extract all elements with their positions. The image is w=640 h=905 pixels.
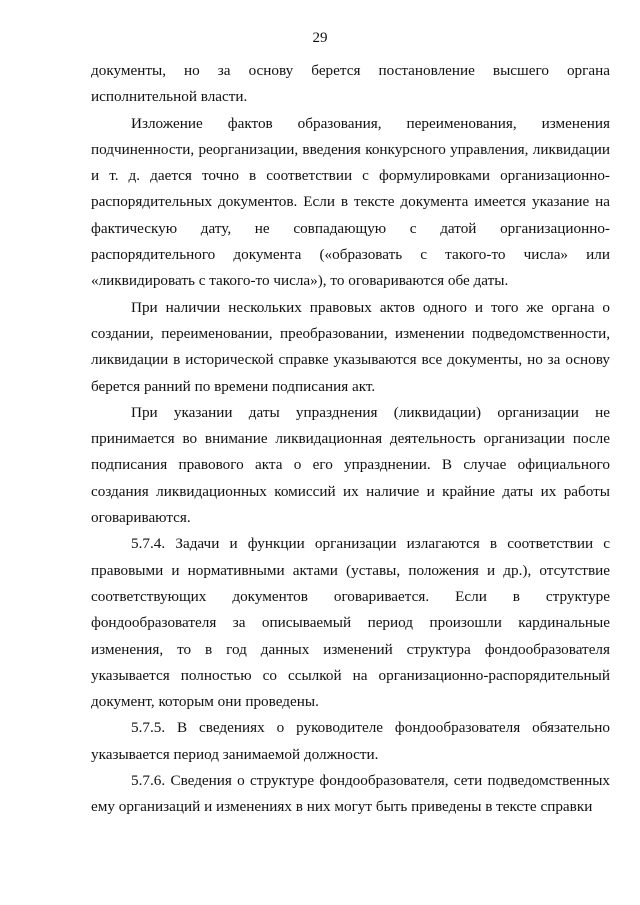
document-body [91,58,610,821]
paragraph-5-7-6: 5.7.6. Сведения о структуре фондообразователя, сети подведомственных ему организаций и изменениях в них могут быть приведены в тексте справки [91,772,610,816]
paragraph-formation-facts: Изложение фактов образования, переименования, изменения подчиненности, реорганизации, введения конкурсного управления, ликвидации и т. д. дается точно в соответствии с формулировками организационно-распорядительных документов. Если в тексте документа имеется указание на фактическую дату, не совпадающую с датой организационно-распорядительного документа («образовать с такого-то числа» или «ликвидировать с такого-то числа»), то оговариваются обе даты. [91,114,610,290]
paragraph-5-7-5: 5.7.5. В сведениях о руководителе фондообразователя обязательно указывается период занимаемой должности. [91,719,610,763]
paragraph-5-7-4: 5.7.4. Задачи и функции организации излагаются в соответствии с правовыми и нормативными актами (уставы, положения и др.), отсутствие соответствующих документов оговаривается. Если в структуре фондообразователя за описываемый период произошли кардинальные изменения, то в год данных изменений структура фондообразователя указывается полностью со ссылкой на организационно-распорядительный документ, которым они проведены. [91,535,610,711]
page-number: 29 [312,30,328,46]
paragraph-liquidation-date: При указании даты упразднения (ликвидации) организации не принимается во внимание ликвидационная деятельность организации после подписания правового акта о его упразднении. В случае официального создания ликвидационных комиссий их наличие и крайние даты их работы оговариваются. [91,403,610,527]
paragraph-continuation: документы, но за основу берется постановление высшего органа исполнительной власти. [91,62,610,106]
paragraph-multiple-acts: При наличии нескольких правовых актов одного и того же органа о создании, переименовании, преобразовании, изменении подведомственности, ликвидации в исторической справке указываются все документы, но за основу берется ранний по времени подписания акт. [91,298,610,395]
